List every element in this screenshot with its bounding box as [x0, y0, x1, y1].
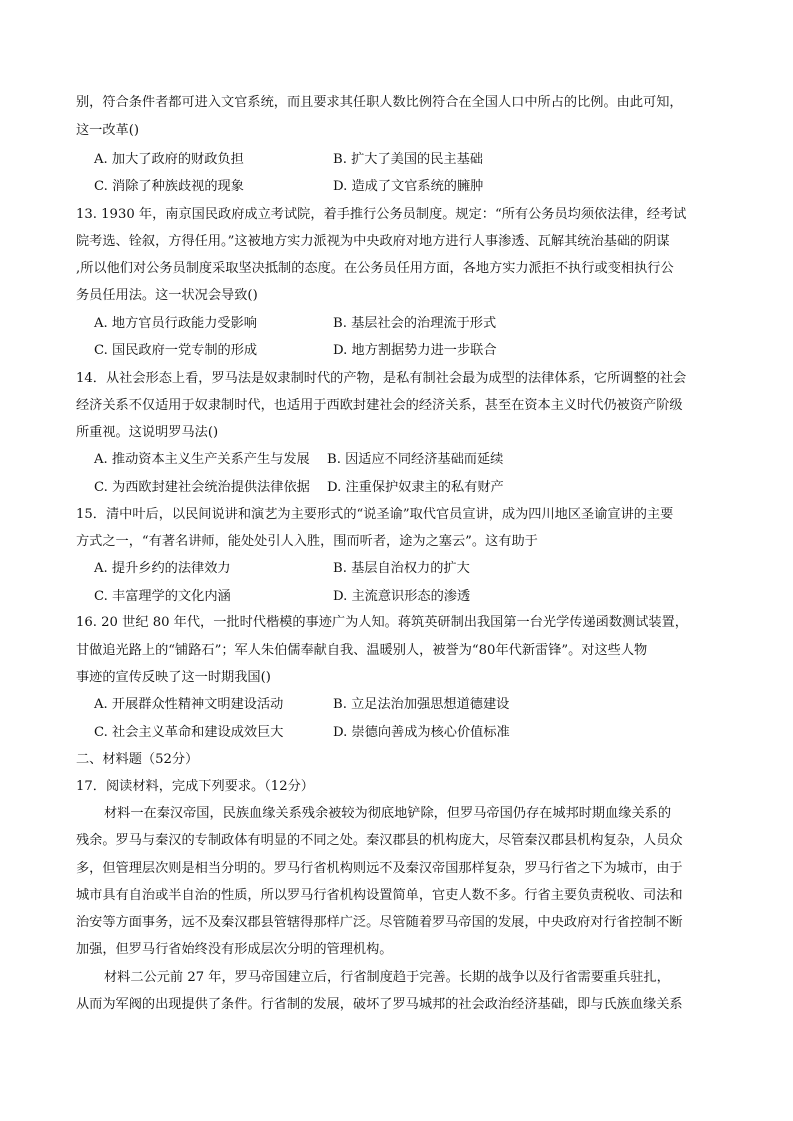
q16-stem-line-1: 16. 20 世纪 80 年代，一批时代楷模的事迹广为人知。蒋筑英研制出我国第一台光学传递函数测试装置，	[76, 615, 688, 630]
q13-option-b: B. 基层社会的治理流于形式	[333, 316, 497, 331]
q15-option-c: C. 丰富理学的文化内涵	[94, 589, 231, 604]
q13-option-c: C. 国民政府一党专制的形成	[94, 343, 258, 358]
q15-option-d: D. 主流意识形态的渗透	[333, 589, 471, 604]
q12-stem-line-2: 这一改革()	[76, 123, 140, 138]
q13-stem-line-1: 13. 1930 年，南京国民政府成立考试院，着手推行公务员制度。规定：“所有公务员均须依法律，经考试	[76, 207, 687, 222]
q14-option-b: B. 因适应不同经济基础而延续	[327, 452, 504, 467]
q17-material1-line-3: 多，但管理层次则是相当分明的。罗马行省机构则远不及秦汉帝国那样复杂，罗马行省之下为城市，由于	[76, 861, 683, 876]
q16-option-a: A. 开展群众性精神文明建设活动	[94, 697, 284, 712]
q17-material1-line-1: 材料一在秦汉帝国，民族血缘关系残余被较为彻底地铲除，但罗马帝国仍存在城邦时期血缘关系的	[104, 806, 672, 821]
section-heading: 二、材料题（52分）	[76, 752, 199, 767]
q16-option-d: D. 崇德向善成为核心价值标准	[333, 725, 510, 740]
q13-stem-line-2: 院考选、铨叙，方得任用。”这被地方实力派视为中央政府对地方进行人事渗透、瓦解其统治基础的阴谋	[76, 234, 670, 249]
q16-stem-line-3: 事迹的宣传反映了这一时期我国()	[76, 670, 271, 685]
q15-option-b: B. 基层自治权力的扩大	[333, 561, 470, 576]
q12-option-c: C. 消除了种族歧视的现象	[94, 179, 244, 194]
q12-option-b: B. 扩大了美国的民主基础	[333, 152, 483, 167]
q14-option-c: C. 为西欧封建社会统治提供法律依据	[94, 480, 310, 495]
q17-material1-line-5: 治安等方面事务，远不及秦汉郡县管辖得那样广泛。尽管随着罗马帝国的发展，中央政府对行省控制不断	[76, 915, 683, 930]
q17-material2-line-2: 从而为军阀的出现提供了条件。行省制的发展，破坏了罗马城邦的社会政治经济基础，即与氏族血缘关系	[76, 997, 683, 1012]
q16-stem-line-2: 甘做追光路上的“铺路石”；军人朱伯儒奉献自我、温暖别人，被誉为“80年代新雷锋”。对这些人物	[76, 643, 648, 658]
q12-stem-line-1: 别，符合条件者都可进入文官系统，而且要求其任职人数比例符合在全国人口中所占的比例。由此可知，	[76, 95, 683, 110]
q14-stem-line-3: 所重视。这说明罗马法()	[76, 425, 219, 440]
q17-material1-line-4: 城市具有自治或半自治的性质，所以罗马行省机构设置简单，官吏人数不多。行省主要负责税收、司法和	[76, 888, 683, 903]
q14-stem-line-1: 14．从社会形态上看，罗马法是奴隶制时代的产物，是私有制社会最为成型的法律体系，它所调整的社会	[76, 371, 687, 386]
q17-material1-line-6: 加强，但罗马行省始终没有形成层次分明的管理机构。	[76, 942, 393, 957]
q16-option-b: B. 立足法治加强思想道德建设	[333, 697, 510, 712]
q17-material2-line-1: 材料二公元前 27 年，罗马帝国建立后，行省制度趋于完善。长期的战争以及行省需要重兵驻扎，	[104, 970, 670, 985]
q15-option-a: A. 提升乡约的法律效力	[94, 561, 231, 576]
q13-stem-line-4: 务员任用法。这一状况会导致()	[76, 288, 258, 303]
q17-stem: 17．阅读材料，完成下列要求。（12分）	[76, 779, 314, 794]
q15-stem-line-2: 方式之一，“有著名讲师，能处处引人入胜，围而听者，途为之塞云”。这有助于	[76, 534, 538, 549]
q13-option-a: A. 地方官员行政能力受影响	[94, 316, 257, 331]
q14-option-a: A. 推动资本主义生产关系产生与发展	[94, 452, 310, 467]
q17-material1-line-2: 残余。罗马与秦汉的专制政体有明显的不同之处。秦汉郡县的机构庞大，尽管秦汉郡县机构复杂，人员众	[76, 833, 683, 848]
q12-option-d: D. 造成了文官系统的臃肿	[333, 179, 484, 194]
q12-option-a: A. 加大了政府的财政负担	[94, 152, 244, 167]
q15-stem-line-1: 15．清中叶后，以民间说讲和演艺为主要形式的“说圣谕”取代官员宣讲，成为四川地区圣谕宣讲的主要	[76, 507, 674, 522]
q13-stem-line-3: ,所以他们对公务员制度采取坚决抵制的态度。在公务员任用方面，各地方实力派拒不执行或变相执行公	[76, 261, 674, 276]
q14-option-d: D. 注重保护奴隶主的私有财产	[327, 480, 504, 495]
q16-option-c: C. 社会主义革命和建设成效巨大	[94, 725, 284, 740]
q14-stem-line-2: 经济关系不仅适用于奴隶制时代，也适用于西欧封建社会的经济关系，甚至在资本主义时代仍被资产阶级	[76, 398, 683, 413]
q13-option-d: D. 地方割据势力进一步联合	[333, 343, 497, 358]
